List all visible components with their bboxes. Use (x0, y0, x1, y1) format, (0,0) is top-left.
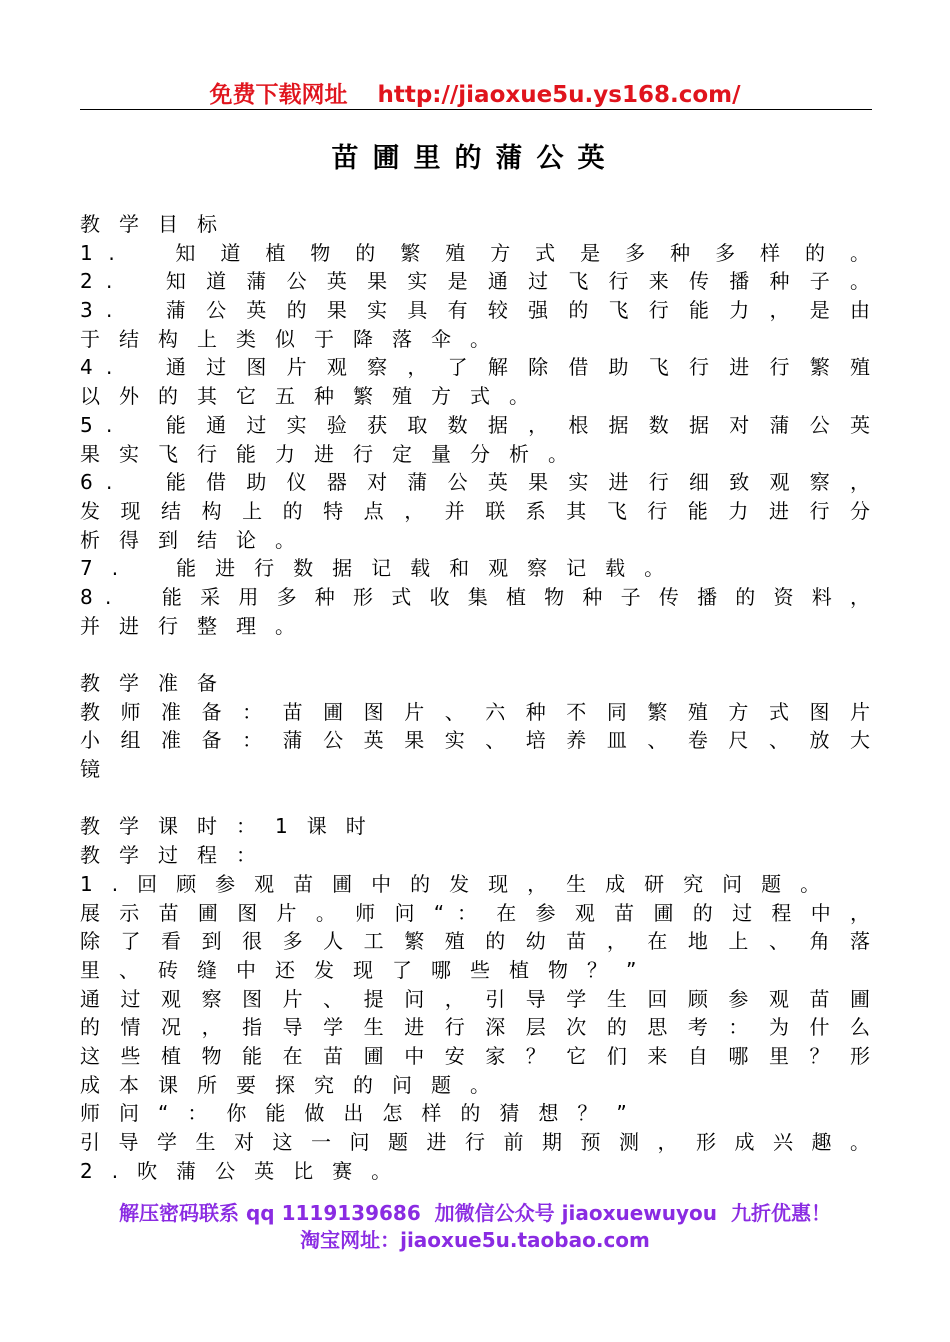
page-title: 苗圃里的蒲公英 (331, 143, 619, 174)
header-divider (80, 109, 872, 110)
text-line: 成本课所要探究的问题。 (80, 1072, 509, 1097)
text-line: 并进行整理。 (80, 613, 314, 638)
text-line: 教学过程： (80, 843, 275, 868)
blank-line (80, 640, 870, 669)
text-line: 5 . 能 通 过 实 验 获 取 数 据 ， 根 据 数 据 对 蒲 公 英 (80, 412, 870, 437)
text-line: 析得到结论。 (80, 527, 314, 552)
text-line: 小 组 准 备 ： 蒲 公 英 果 实 、 培 养 皿 、 卷 尺 、 放 大 (80, 728, 870, 753)
footer-shop-link[interactable]: 淘宝网址：jiaoxue5u.taobao.com (300, 1228, 650, 1252)
text-line: 师问“：你能做出怎样的猜想？” (80, 1101, 646, 1126)
text-line: 通 过 观 察 图 片 、 提 问 ， 引 导 学 生 回 顾 参 观 苗 圃 (80, 986, 870, 1011)
text-line: 里、砖缝中还发现了哪些植物？” (80, 957, 656, 982)
text-line: 除 了 看 到 很 多 人 工 繁 殖 的 幼 苗 ， 在 地 上 、 角 落 (80, 929, 870, 954)
text-line: 6 . 能 借 助 仪 器 对 蒲 公 英 果 实 进 行 细 致 观 察 ， (80, 470, 870, 495)
header-url-link[interactable]: http://jiaoxue5u.ys168.com/ (377, 82, 741, 108)
blank-line (80, 784, 870, 813)
text-line: 镜 (80, 757, 119, 782)
text-line: 发 现 结 构 上 的 特 点 ， 并 联 系 其 飞 行 能 力 进 行 分 (80, 498, 870, 523)
text-line: 于结构上类似于降落伞。 (80, 326, 509, 351)
text-line: 4 . 通 过 图 片 观 察 ， 了 解 除 借 助 飞 行 进 行 繁 殖 (80, 355, 870, 380)
text-line: 2.吹蒲公英比赛。 (80, 1158, 411, 1183)
text-line: 教学准备 (80, 671, 236, 695)
text-line: 8 . 能 采 用 多 种 形 式 收 集 植 物 种 子 传 播 的 资 料 ， (80, 584, 870, 609)
footer-contact: 解压密码联系 qq 1119139686 加微信公众号 jiaoxuewuyou 九折优惠！ (119, 1201, 831, 1225)
text-line: 1.回顾参观苗圃中的发现，生成研究问题。 (80, 871, 840, 896)
text-line: 的 情 况 ， 指 导 学 生 进 行 深 层 次 的 思 考 ： 为 什 么 (80, 1015, 870, 1040)
text-line: 2 . 知 道 蒲 公 英 果 实 是 通 过 飞 行 来 传 播 种 子 。 (80, 269, 870, 294)
text-line: 1 . 知 道 植 物 的 繁 殖 方 式 是 多 种 多 样 的 。 (80, 240, 870, 265)
text-line: 3 . 蒲 公 英 的 果 实 具 有 较 强 的 飞 行 能 力 ， 是 由 (80, 298, 870, 323)
text-line: 果实飞行能力进行定量分析。 (80, 441, 587, 466)
text-line: 引 导 学 生 对 这 一 问 题 进 行 前 期 预 测 ， 形 成 兴 趣 。 (80, 1130, 870, 1154)
text-line: 7. 能进行数据记载和观察记载。 (80, 556, 684, 581)
text-line: 以外的其它五种繁殖方式。 (80, 384, 548, 409)
text-line: 展 示 苗 圃 图 片 。 师 问 “ ： 在 参 观 苗 圃 的 过 程 中 ， (80, 900, 870, 925)
header-banner (0, 76, 950, 109)
header-label: 免费下载网址 (209, 82, 348, 108)
document-body (80, 210, 870, 1185)
text-line: 这 些 植 物 能 在 苗 圃 中 安 家 ？ 它 们 来 自 哪 里 ？ 形 (80, 1043, 870, 1068)
text-line: 教 师 准 备 ： 苗 圃 图 片 、 六 种 不 同 繁 殖 方 式 图 片 (80, 699, 870, 724)
text-line: 教学目标 (80, 212, 236, 236)
text-line: 教学课时：1课时 (80, 814, 385, 839)
